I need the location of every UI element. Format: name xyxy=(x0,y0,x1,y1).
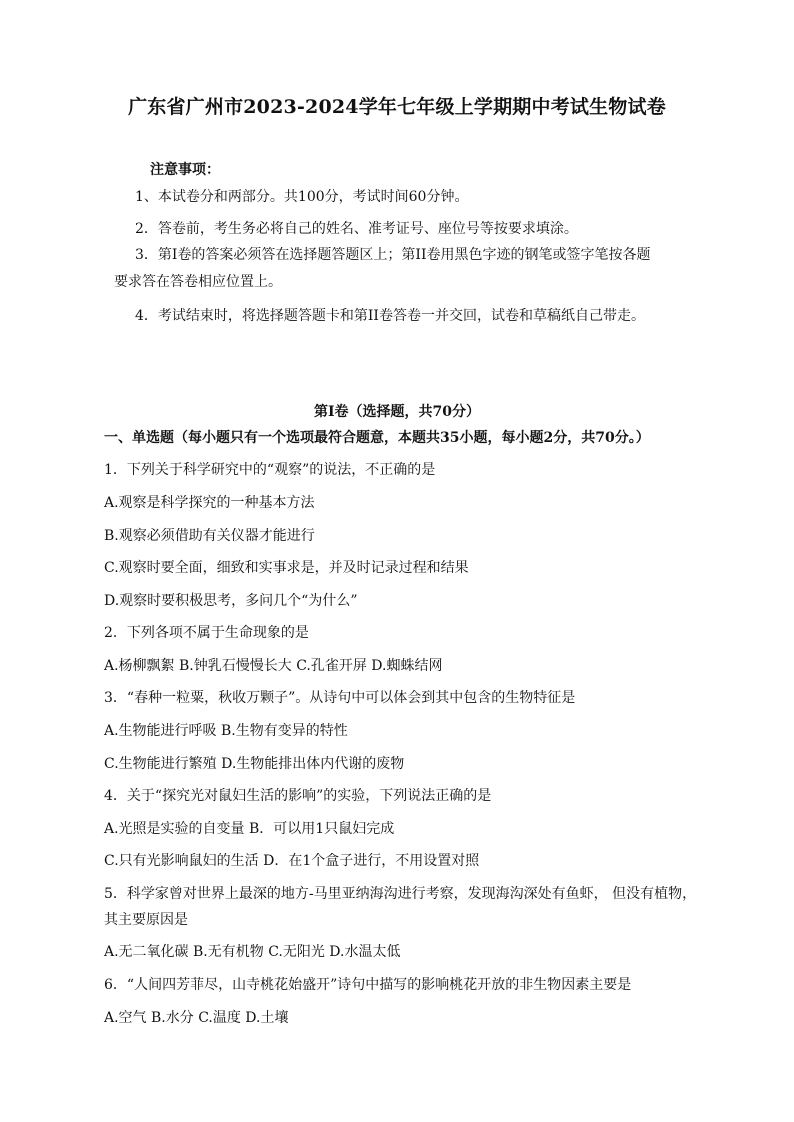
question-6-stem: 6．“人间四芳菲尽，山寺桃花始盛开”诗句中描写的影响桃花开放的非生物因素主要是 xyxy=(104,977,632,993)
question-3-options-cd: C.生物能进行繁殖 D.生物能排出体内代谢的废物 xyxy=(104,756,405,772)
question-3-options-ab: A.生物能进行呼吸 B.生物有变异的特性 xyxy=(104,723,348,739)
notice-item-3-line-2: 要求答在答卷相应位置上。 xyxy=(114,274,282,290)
question-1-option-a: A.观察是科学探究的一种基本方法 xyxy=(104,495,315,511)
question-2-options: A.杨柳飘絮 B.钟乳石慢慢长大 C.孔雀开屏 D.蜘蛛结网 xyxy=(104,658,443,674)
notice-item-3-line-1: 3．第I卷的答案必须答在选择题答题区上；第II卷用黑色字迹的钢笔或签字笔按各题 xyxy=(135,247,651,263)
question-1-stem: 1．下列关于科学研究中的“观察”的说法，不正确的是 xyxy=(104,462,436,478)
question-6-options: A.空气 B.水分 C.温度 D.土壤 xyxy=(104,1010,289,1026)
notice-item-2: 2．答卷前，考生务必将自己的姓名、准考证号、座位号等按要求填涂。 xyxy=(135,221,578,237)
question-1-option-c: C.观察时要全面，细致和实事求是，并及时记录过程和结果 xyxy=(104,560,469,576)
question-2-stem: 2．下列各项不属于生命现象的是 xyxy=(104,625,309,641)
question-1-option-b: B.观察必须借助有关仪器才能进行 xyxy=(104,528,315,544)
question-5-stem-line-1: 5．科学家曾对世界上最深的地方-马里亚纳海沟进行考察，发现海沟深处有鱼虾， 但没有植物， xyxy=(104,886,697,902)
notice-heading: 注意事项： xyxy=(150,162,220,178)
part-1-title: 第I卷（选择题，共70分） xyxy=(313,404,481,420)
notice-item-4: 4．考试结束时，将选择题答题卡和第II卷答卷一并交回，试卷和草稿纸自己带走。 xyxy=(135,308,645,324)
section-heading: 一、单选题（每小题只有一个选项最符合题意，本题共35小题，每小题2分，共70分。） xyxy=(104,430,650,446)
question-4-options-ab: A.光照是实验的自变量 B．可以用1只鼠妇完成 xyxy=(104,821,395,837)
question-4-stem: 4．关于“探究光对鼠妇生活的影响”的实验，下列说法正确的是 xyxy=(104,788,492,804)
question-1-option-d: D.观察时要积极思考，多问几个“为什么” xyxy=(104,593,358,609)
notice-item-1: 1、本试卷分和两部分。共100分，考试时间60分钟。 xyxy=(135,189,469,205)
question-3-stem: 3．“春种一粒粟，秋收万颗子”。从诗句中可以体会到其中包含的生物特征是 xyxy=(104,690,576,706)
question-5-stem-line-2: 其主要原因是 xyxy=(104,912,188,928)
question-5-options: A.无二氧化碳 B.无有机物 C.无阳光 D.水温太低 xyxy=(104,944,401,960)
page-title: 广东省广州市2023-2024学年七年级上学期期中考试生物试卷 xyxy=(128,96,666,118)
question-4-options-cd: C.只有光影响鼠妇的生活 D．在1个盒子进行，不用设置对照 xyxy=(104,853,480,869)
